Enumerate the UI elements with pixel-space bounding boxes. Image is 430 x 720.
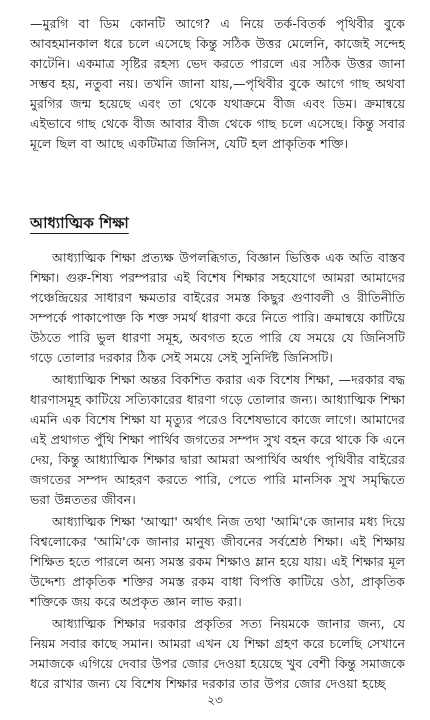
section-body xyxy=(30,248,405,694)
intro-paragraph: —মুরগি বা ডিম কোনটি আগে? এ নিয়ে তর্ক-বিতর্ক পৃথিবীর বুকে আবহমানকাল ধরে চলে এসেছে কিন্তু সঠিক উত্তর মেলেনি, কাজেই সন্দেহ কাটেনি। একমাত্র সৃষ্টির রহস্য ভেদ করতে পারলে এর সঠিক উত্তর জানা সম্ভব হয়, নতুবা নয়। তখনি জানা যায়,—পৃথিবীর বুকে আগে গাছ অথবা মুরগির জন্ম হয়েছে এবং তা থেকে যথাক্রমে বীজ এবং ডিম। ক্রমান্বয়ে এইভাবে গাছ থেকে বীজ আবার বীজ থেকে গাছ চলে এসেছে। কিন্তু সবার মূলে ছিল বা আছে একটিমাত্র জিনিস, যেটি হল প্রাকৃতিক শক্তি। xyxy=(30,16,405,151)
paragraph: আধ্যাত্মিক শিক্ষা অন্তর বিকশিত করার এক বিশেষ শিক্ষা, —দরকার বদ্ধ ধারণাসমূহ কাটিয়ে সত্যিকারের ধারণা গড়ে তোলার জন্য। আধ্যাত্মিক শিক্ষা এমনি এক বিশেষ শিক্ষা যা মৃত্যুর পরেও বিশেষভাবে কাজে লাগে। আমাদের এই প্রথাগত পুঁথি শিক্ষা পার্থিব জগতের সম্পদ সুখ বহন করে থাকে কি এনে দেয়, কিন্তু আধ্যাত্মিক শিক্ষার দ্বারা আমরা অপার্থিব অর্থাৎ পৃথিবীর বাইরের জগতের সম্পদ আহরণ করতে পারি, পেতে পারি মানসিক সুখ সমৃদ্ধিতে ভরা উন্নততর জীবন। xyxy=(30,372,405,507)
paragraph: আধ্যাত্মিক শিক্ষা প্রত্যক্ষ উপলব্ধিগত, বিজ্ঞান ভিত্তিক এক অতি বাস্তব শিক্ষা। গুরু-শিষ্য পরম্পরার এই বিশেষ শিক্ষার সহযোগে আমরা আমাদের পঞ্চেন্দ্রিয়ের সাধারণ ক্ষমতার বাইরের সমস্ত কিছুর গুণাবলী ও রীতিনীতি সম্পর্কে পাকাপোক্ত কি শক্ত সমর্থ ধারণা করে নিতে পারি। ক্রমান্বয়ে কাটিয়ে উঠতে পারি ভুল ধারণা সমূহ, অবগত হতে পারি যে সময়ে যে জিনিসটি গড়ে তোলার দরকার ঠিক সেই সময়ে সেই সুনির্দিষ্ট জিনিসটি। xyxy=(30,250,405,365)
section-heading: আধ্যাত্মিক শিক্ষা xyxy=(30,214,129,232)
paragraph: আধ্যাত্মিক শিক্ষা 'আত্মা' অর্থাৎ নিজ তথা 'আমি'কে জানার মধ্য দিয়ে বিশ্বলোকের 'আমি'কে জানার মানুষ্য জীবনের সর্বশ্রেষ্ঠ শিক্ষা। এই শিক্ষায় শিক্ষিত হতে পারলে অন্য সমস্ত রকম শিক্ষাও ম্লান হয়ে যায়। এই শিক্ষার মূল উদ্দেশ্য প্রাকৃতিক শক্তির সমস্ত রকম বাধা বিপত্তি কাটিয়ে ওঠা, প্রাকৃতিক শক্তিকে জয় করে অপ্রকৃত জ্ঞান লাভ করা। xyxy=(30,514,405,609)
page-number: ২৩ xyxy=(207,693,223,707)
paragraph: আধ্যাত্মিক শিক্ষার দরকার প্রকৃতির সত্য নিয়মকে জানার জন্য, যে নিয়ম সবার কাছে সমান। আমরা এখন যে শিক্ষা গ্রহণ করে চলেছি সেখানে সমাজকে এগিয়ে দেবার উপর জোর দেওয়া হয়েছে খুব বেশী কিন্তু সমাজকে ধরে রাখার জন্য যে বিশেষ শিক্ষার দরকার তার উপর জোর দেওয়া হচ্ছে xyxy=(30,616,405,691)
intro-text-block xyxy=(30,14,405,154)
